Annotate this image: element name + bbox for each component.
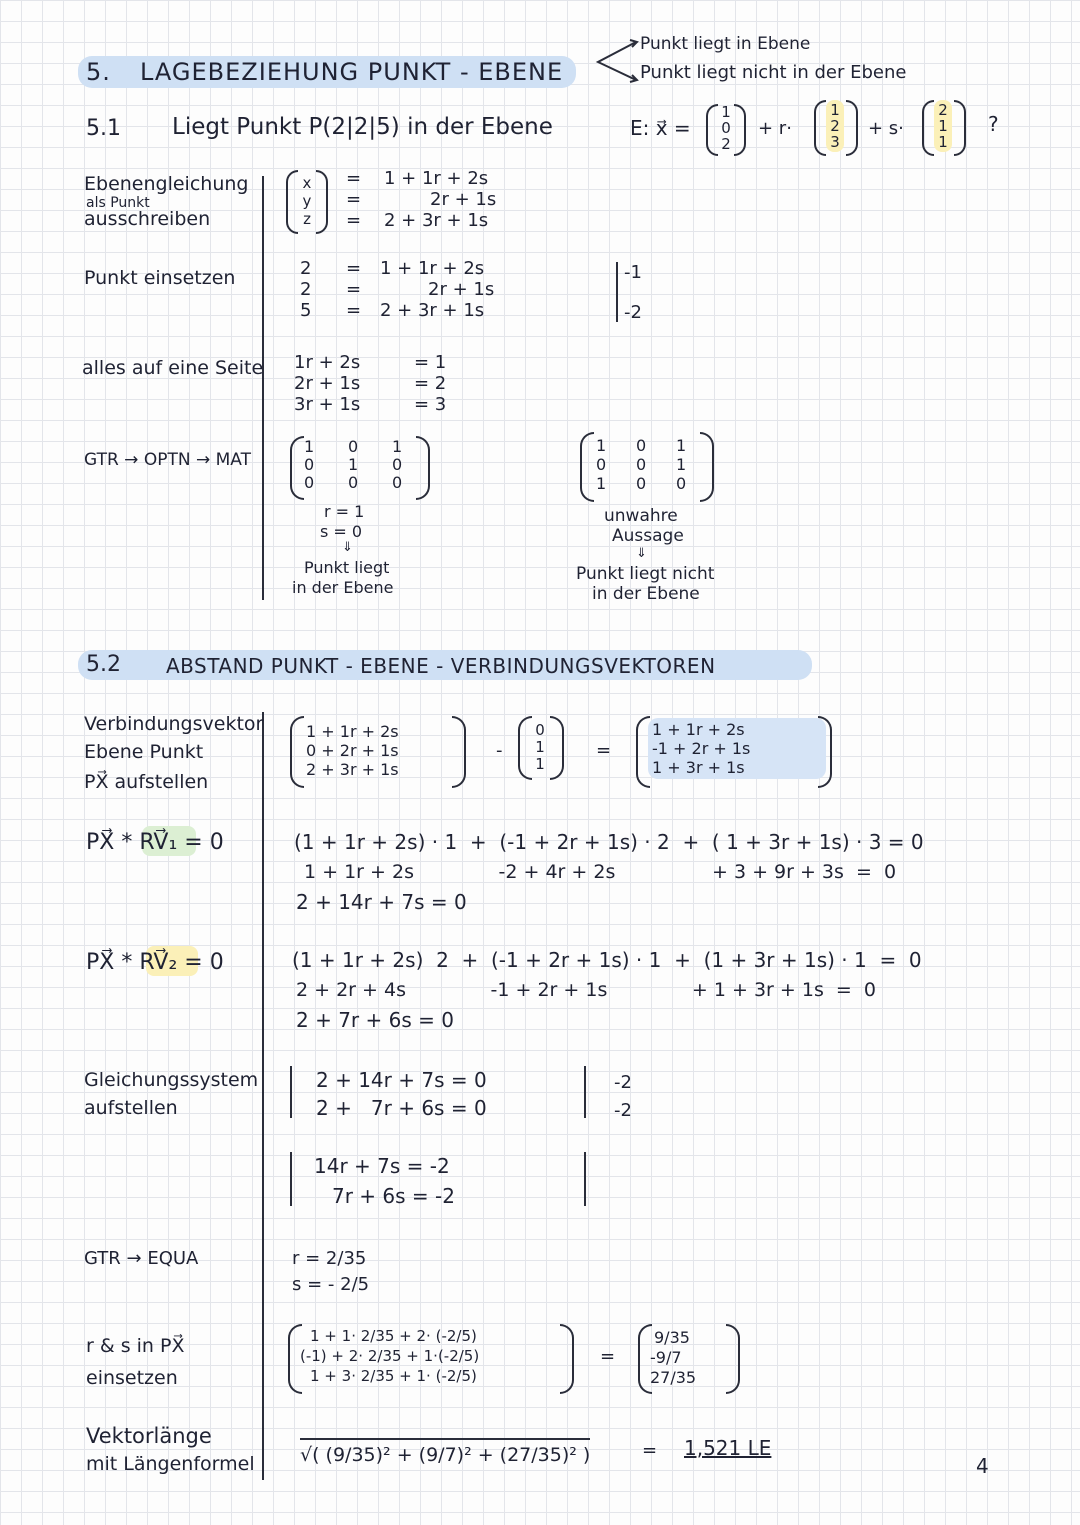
section-5-title: LAGEBEZIEHUNG PUNKT - EBENE: [140, 58, 564, 86]
note-point-in-plane: Punkt liegt in Ebene: [640, 34, 811, 54]
step3-lhs-3: 3r + 1s: [294, 394, 361, 415]
label-vector-length-2: mit Längenformel: [86, 1453, 255, 1475]
system-op-1: -2: [614, 1072, 632, 1093]
result-vector: 9/35 -9/7 27/35: [650, 1328, 697, 1387]
step2-rhs-3: 2 + 3r + 1s: [380, 300, 485, 321]
section-5-2-number: 5.2: [86, 652, 121, 677]
system-eq-2: 2 + 7r + 6s = 0: [316, 1096, 487, 1120]
section-5-2-title: ABSTAND PUNKT - EBENE - VERBINDUNGSVEKTOREN: [166, 654, 716, 678]
step2-op-1: -1: [624, 262, 642, 283]
label-connection-vector-1: Verbindungsvektor: [84, 713, 264, 735]
result-r: r = 1: [324, 502, 365, 521]
branch-arrow-icon: [592, 38, 642, 84]
equals-sign-1: =: [596, 740, 612, 761]
section-5-1-question: Liegt Punkt P(2|2|5) in der Ebene: [172, 114, 553, 140]
step2-rhs-2: 2r + 1s: [428, 279, 495, 300]
step-label-as-point: als Punkt: [86, 195, 150, 211]
false-statement-1: unwahre: [604, 506, 678, 526]
label-insert-rs-1: r & s in PX⃗: [86, 1335, 185, 1357]
step1-equals: = = =: [346, 168, 362, 231]
step-label-plane-equation: Ebenengleichung: [84, 173, 249, 195]
matrix-not-in-plane: 1 0 1 0 0 1 1 0 0: [596, 436, 687, 493]
system2-eq-2: 7r + 6s = -2: [332, 1184, 455, 1208]
equals-sign-2: =: [600, 1346, 616, 1367]
system2-eq-1: 14r + 7s = -2: [314, 1154, 450, 1178]
step3-rhs-2: = 2: [414, 373, 447, 394]
equals-sign-3: =: [642, 1440, 658, 1461]
label-vector-length-1: Vektorlänge: [86, 1424, 212, 1448]
step-label-one-side: alles auf eine Seite: [82, 357, 264, 379]
step1-rhs-3: 2 + 3r + 1s: [384, 210, 489, 231]
label-connection-vector-2: Ebene Punkt: [84, 741, 204, 763]
direction-vector-1: 1 2 3: [826, 100, 844, 152]
minus-sign: -: [496, 740, 503, 761]
solution-s: s = - 2/5: [292, 1274, 370, 1295]
result-s: s = 0: [320, 522, 363, 541]
label-equation-system-2: aufstellen: [84, 1097, 178, 1119]
rv1-line-2: 1 + 1r + 2s -2 + 4r + 2s + 3 + 9r + 3s = 0: [304, 861, 897, 883]
step-label-insert-point: Punkt einsetzen: [84, 267, 236, 289]
plane-equation-prefix: E: x⃗ =: [630, 116, 691, 140]
conclusion-not-in-plane-1: Punkt liegt nicht: [576, 564, 715, 584]
note-point-not-in-plane: Punkt liegt nicht in der Ebene: [640, 62, 907, 83]
point-coord-2: 2: [300, 279, 312, 300]
point-p-vector: 0 1 1: [535, 721, 545, 773]
solution-r: r = 2/35: [292, 1248, 367, 1269]
r-label: + r·: [758, 118, 792, 139]
final-distance: 1,521 LE: [684, 1436, 772, 1460]
label-connection-vector-3: PX⃗ aufstellen: [84, 771, 209, 793]
rv1-line-3: 2 + 14r + 7s = 0: [296, 890, 467, 914]
page-number: 4: [976, 1454, 989, 1478]
section-5-1-number: 5.1: [86, 116, 121, 141]
rv1-line-1: (1 + 1r + 2s) · 1 + (-1 + 2r + 1s) · 2 + ( 1 + 3r + 1s) · 3 = 0: [294, 830, 924, 854]
step3-lhs-2: 2r + 1s: [294, 373, 361, 394]
step2-op-2: -2: [624, 302, 642, 323]
label-px-rv1: PX⃗ * RV⃗₁ = 0: [86, 830, 224, 855]
conclusion-not-in-plane-2: in der Ebene: [592, 584, 700, 604]
plane-point-vector: 1 + 1r + 2s 0 + 2r + 1s 2 + 3r + 1s: [306, 722, 399, 779]
direction-vector-2: 2 1 1: [934, 100, 952, 152]
rv2-line-2: 2 + 2r + 4s -1 + 2r + 1s + 1 + 3r + 1s = 0: [296, 979, 877, 1001]
question-mark: ?: [988, 112, 999, 136]
substituted-vector: 1 + 1· 2/35 + 2· (-2/5) (-1) + 2· 2/35 + 1·(-2/5) 1 + 3· 2/35 + 1· (-2/5): [300, 1327, 480, 1385]
label-px-rv2: PX⃗ * RV⃗₂ = 0: [86, 950, 224, 975]
label-insert-rs-2: einsetzen: [86, 1367, 178, 1389]
step2-equals: = = =: [346, 258, 362, 321]
label-equation-system-1: Gleichungssystem: [84, 1069, 259, 1091]
implies-arrow-1: ⇓: [342, 540, 353, 555]
s-label: + s·: [868, 118, 904, 139]
step1-rhs-2: 2r + 1s: [430, 189, 497, 210]
step2-rhs-1: 1 + 1r + 2s: [380, 258, 485, 279]
system-eq-1: 2 + 14r + 7s = 0: [316, 1068, 487, 1092]
rv2-line-1: (1 + 1r + 2s) 2 + (-1 + 2r + 1s) · 1 + (1 + 3r + 1s) · 1 = 0: [292, 948, 922, 972]
step-label-gtr-mat: GTR → OPTN → MAT: [84, 450, 251, 470]
px-vector: 1 + 1r + 2s -1 + 2r + 1s 1 + 3r + 1s: [648, 718, 826, 779]
point-coord-1: 2: [300, 258, 312, 279]
xyz-vector: x y z: [302, 174, 312, 228]
step-label-write-out: ausschreiben: [84, 208, 211, 230]
point-coord-3: 5: [300, 300, 312, 321]
false-statement-2: Aussage: [612, 526, 684, 546]
length-formula: √( (9/35)² + (9/7)² + (27/35)² ): [300, 1438, 590, 1466]
support-vector: 1 0 2: [721, 103, 731, 153]
conclusion-in-plane-1: Punkt liegt: [304, 558, 390, 577]
implies-arrow-2: ⇓: [636, 546, 647, 561]
matrix-in-plane: 1 0 1 0 1 0 0 0 0: [304, 437, 403, 492]
step3-rhs-3: = 3: [414, 394, 447, 415]
section-5-number: 5.: [86, 58, 111, 86]
step1-rhs-1: 1 + 1r + 2s: [384, 168, 489, 189]
rv2-line-3: 2 + 7r + 6s = 0: [296, 1008, 454, 1032]
conclusion-in-plane-2: in der Ebene: [292, 578, 394, 597]
system-op-2: -2: [614, 1100, 632, 1121]
step3-lhs-1: 1r + 2s: [294, 352, 361, 373]
step3-rhs-1: = 1: [414, 352, 447, 373]
label-gtr-equa: GTR → EQUA: [84, 1248, 199, 1269]
